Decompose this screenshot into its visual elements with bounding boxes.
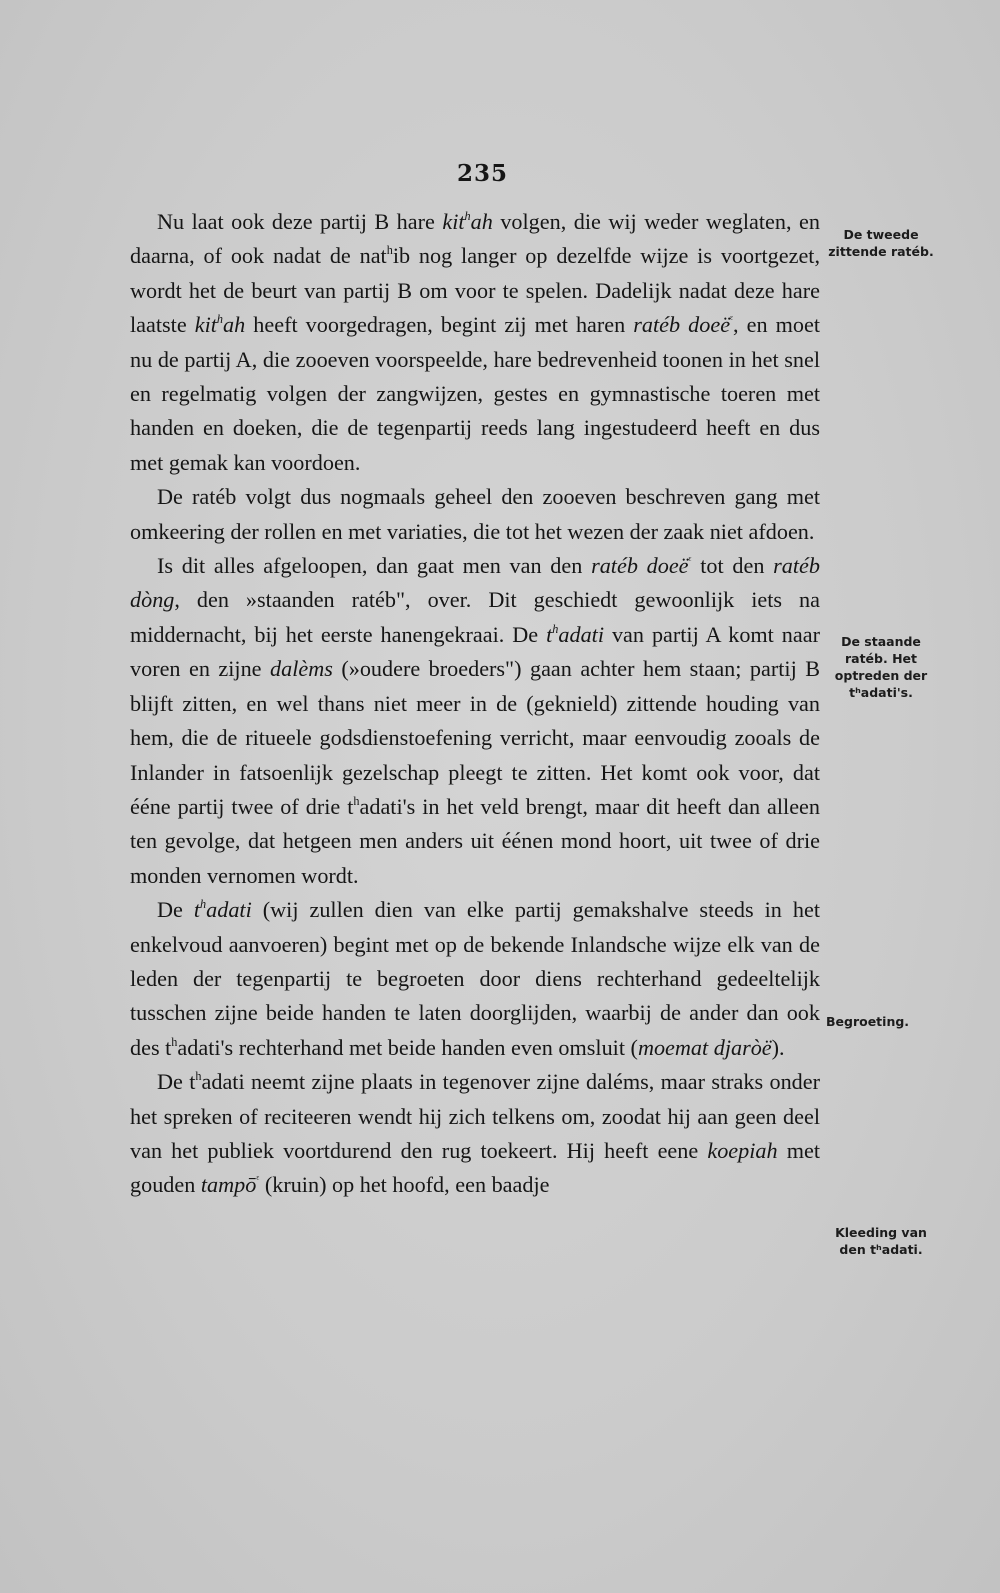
- italic-text: ratéb doeë: [591, 553, 689, 579]
- superscript-text: h: [386, 243, 393, 258]
- italic-text: moemat djaròë: [637, 1034, 772, 1060]
- italic-text: ah: [470, 209, 493, 234]
- text-run: (wij zullen dien van elke partij gemakshalve steeds in het enkelvoud aanvoeren) begint met op de bekende Inlandsche wijze elk van de leden der tegenpartij te begroeten door diens rechterhand gedeeltelijk tusschen zijne beide handen te laten doorglijden, waarbij de ander dan ook des t: [130, 897, 820, 1060]
- paragraph: [130, 205, 820, 480]
- page-number: 235: [456, 160, 508, 187]
- margin-note: De staande ratéb. Het optreden der tʰadati's.: [834, 634, 928, 700]
- italic-text: adati: [206, 897, 252, 923]
- text-run: heeft voorgedragen, begint zij met haren: [245, 312, 634, 338]
- superscript-text: h: [195, 1069, 202, 1083]
- text-run: (»oudere broeders") gaan achter hem staan; partij B blijft zitten, en wel thans niet meer in de (geknield) zittende houding van hem, die de ritueele godsdienstoefening verricht, maar eenvoudig zooals de Inlander in fatsoenlijk gezelschap pleegt te zitten. Het komt ook voor, dat ééne partij twee of drie t: [130, 656, 821, 819]
- main-text: [130, 205, 820, 1203]
- text-run: van partij A komt naar voren en zijne: [130, 621, 820, 682]
- superscript-text: h: [200, 896, 207, 911]
- text-run: Nu laat ook deze partij B hare: [157, 209, 443, 234]
- superscript-text: h: [171, 1034, 178, 1049]
- italic-text: koepiah: [707, 1137, 778, 1163]
- text-run: met gouden: [130, 1137, 820, 1198]
- text-run: ib nog langer op dezelfde wijze is voortgezet, wordt het de beurt van partij B om voor te spelen. Dadelijk nadat deze hare laatste: [130, 243, 821, 338]
- text-run: (kruin) op het hoofd, een baadje: [259, 1172, 550, 1198]
- italic-text: t: [193, 897, 201, 923]
- text-run: De t: [157, 1069, 196, 1095]
- italic-text: ratéb dòng: [130, 553, 820, 613]
- text-run: adati neemt zijne plaats in tegenover zijne daléms, maar straks onder het spreken of reciteeren wendt hij zich telkens om, zoodat hij aan geen deel van het publiek voortdurend den rug toekeert. Hij heeft eene: [130, 1069, 820, 1163]
- text-run: , en moet nu de partij A, die zooeven voorspeelde, hare bedrevenheid toonen in het snel en regelmatig volgen der zangwijzen, gestes en gymnastische toeren met handen en doeken, die de tegenpartij reeds lang ingestudeerd heeft en dus met gemak kan voordoen.: [130, 312, 820, 475]
- italic-text: dalèms: [270, 656, 333, 682]
- text-run: De ratéb volgt dus nogmaals geheel den zooeven beschreven gang met omkeering der rollen en met variaties, die tot het wezen der zaak niet afdoen.: [130, 484, 820, 544]
- paragraph: [130, 549, 820, 893]
- superscript-text: ᵋ: [730, 312, 734, 327]
- text-run: Is dit alles afgeloopen, dan gaat men van den: [157, 553, 592, 579]
- superscript-text: h: [464, 208, 471, 223]
- superscript-text: h: [552, 621, 559, 636]
- superscript-text: h: [216, 312, 224, 327]
- italic-text: tampō: [200, 1172, 257, 1198]
- italic-text: ratéb doeë: [633, 312, 731, 338]
- superscript-text: ᵋ: [688, 552, 692, 567]
- italic-text: adati: [558, 621, 604, 647]
- paragraph: [130, 1065, 820, 1203]
- text-run: volgen, die wij weder weglaten, en daarna, of ook nadat de nat: [130, 209, 820, 269]
- text-run: ).: [771, 1034, 785, 1060]
- italic-text: t: [546, 621, 553, 647]
- italic-text: kit: [194, 312, 217, 338]
- text-run: De: [157, 897, 194, 923]
- superscript-text: ᵋ: [256, 1172, 260, 1187]
- margin-note: Begroeting.: [826, 1014, 910, 1029]
- text-run: , den »staanden ratéb", over. Dit geschiedt gewoonlijk iets na middernacht, bij het eerste hanengekraai. De: [130, 587, 820, 647]
- italic-text: kit: [442, 209, 465, 234]
- margin-note: Kleeding van den tʰadati.: [835, 1225, 927, 1257]
- paragraph: [130, 480, 820, 549]
- superscript-text: h: [353, 793, 360, 808]
- text-run: adati's in het veld brengt, maar dit heeft dan alleen ten gevolge, dat hetgeen men anders uit éénen mond hoort, uit twee of drie monden vernomen wordt.: [130, 793, 820, 888]
- italic-text: ah: [223, 312, 246, 338]
- text-run: tot den: [691, 553, 774, 579]
- margin-note: De tweede zittende ratéb.: [828, 227, 934, 259]
- text-run: adati's rechterhand met beide handen even omsluit (: [177, 1034, 638, 1060]
- paragraph: [130, 893, 820, 1065]
